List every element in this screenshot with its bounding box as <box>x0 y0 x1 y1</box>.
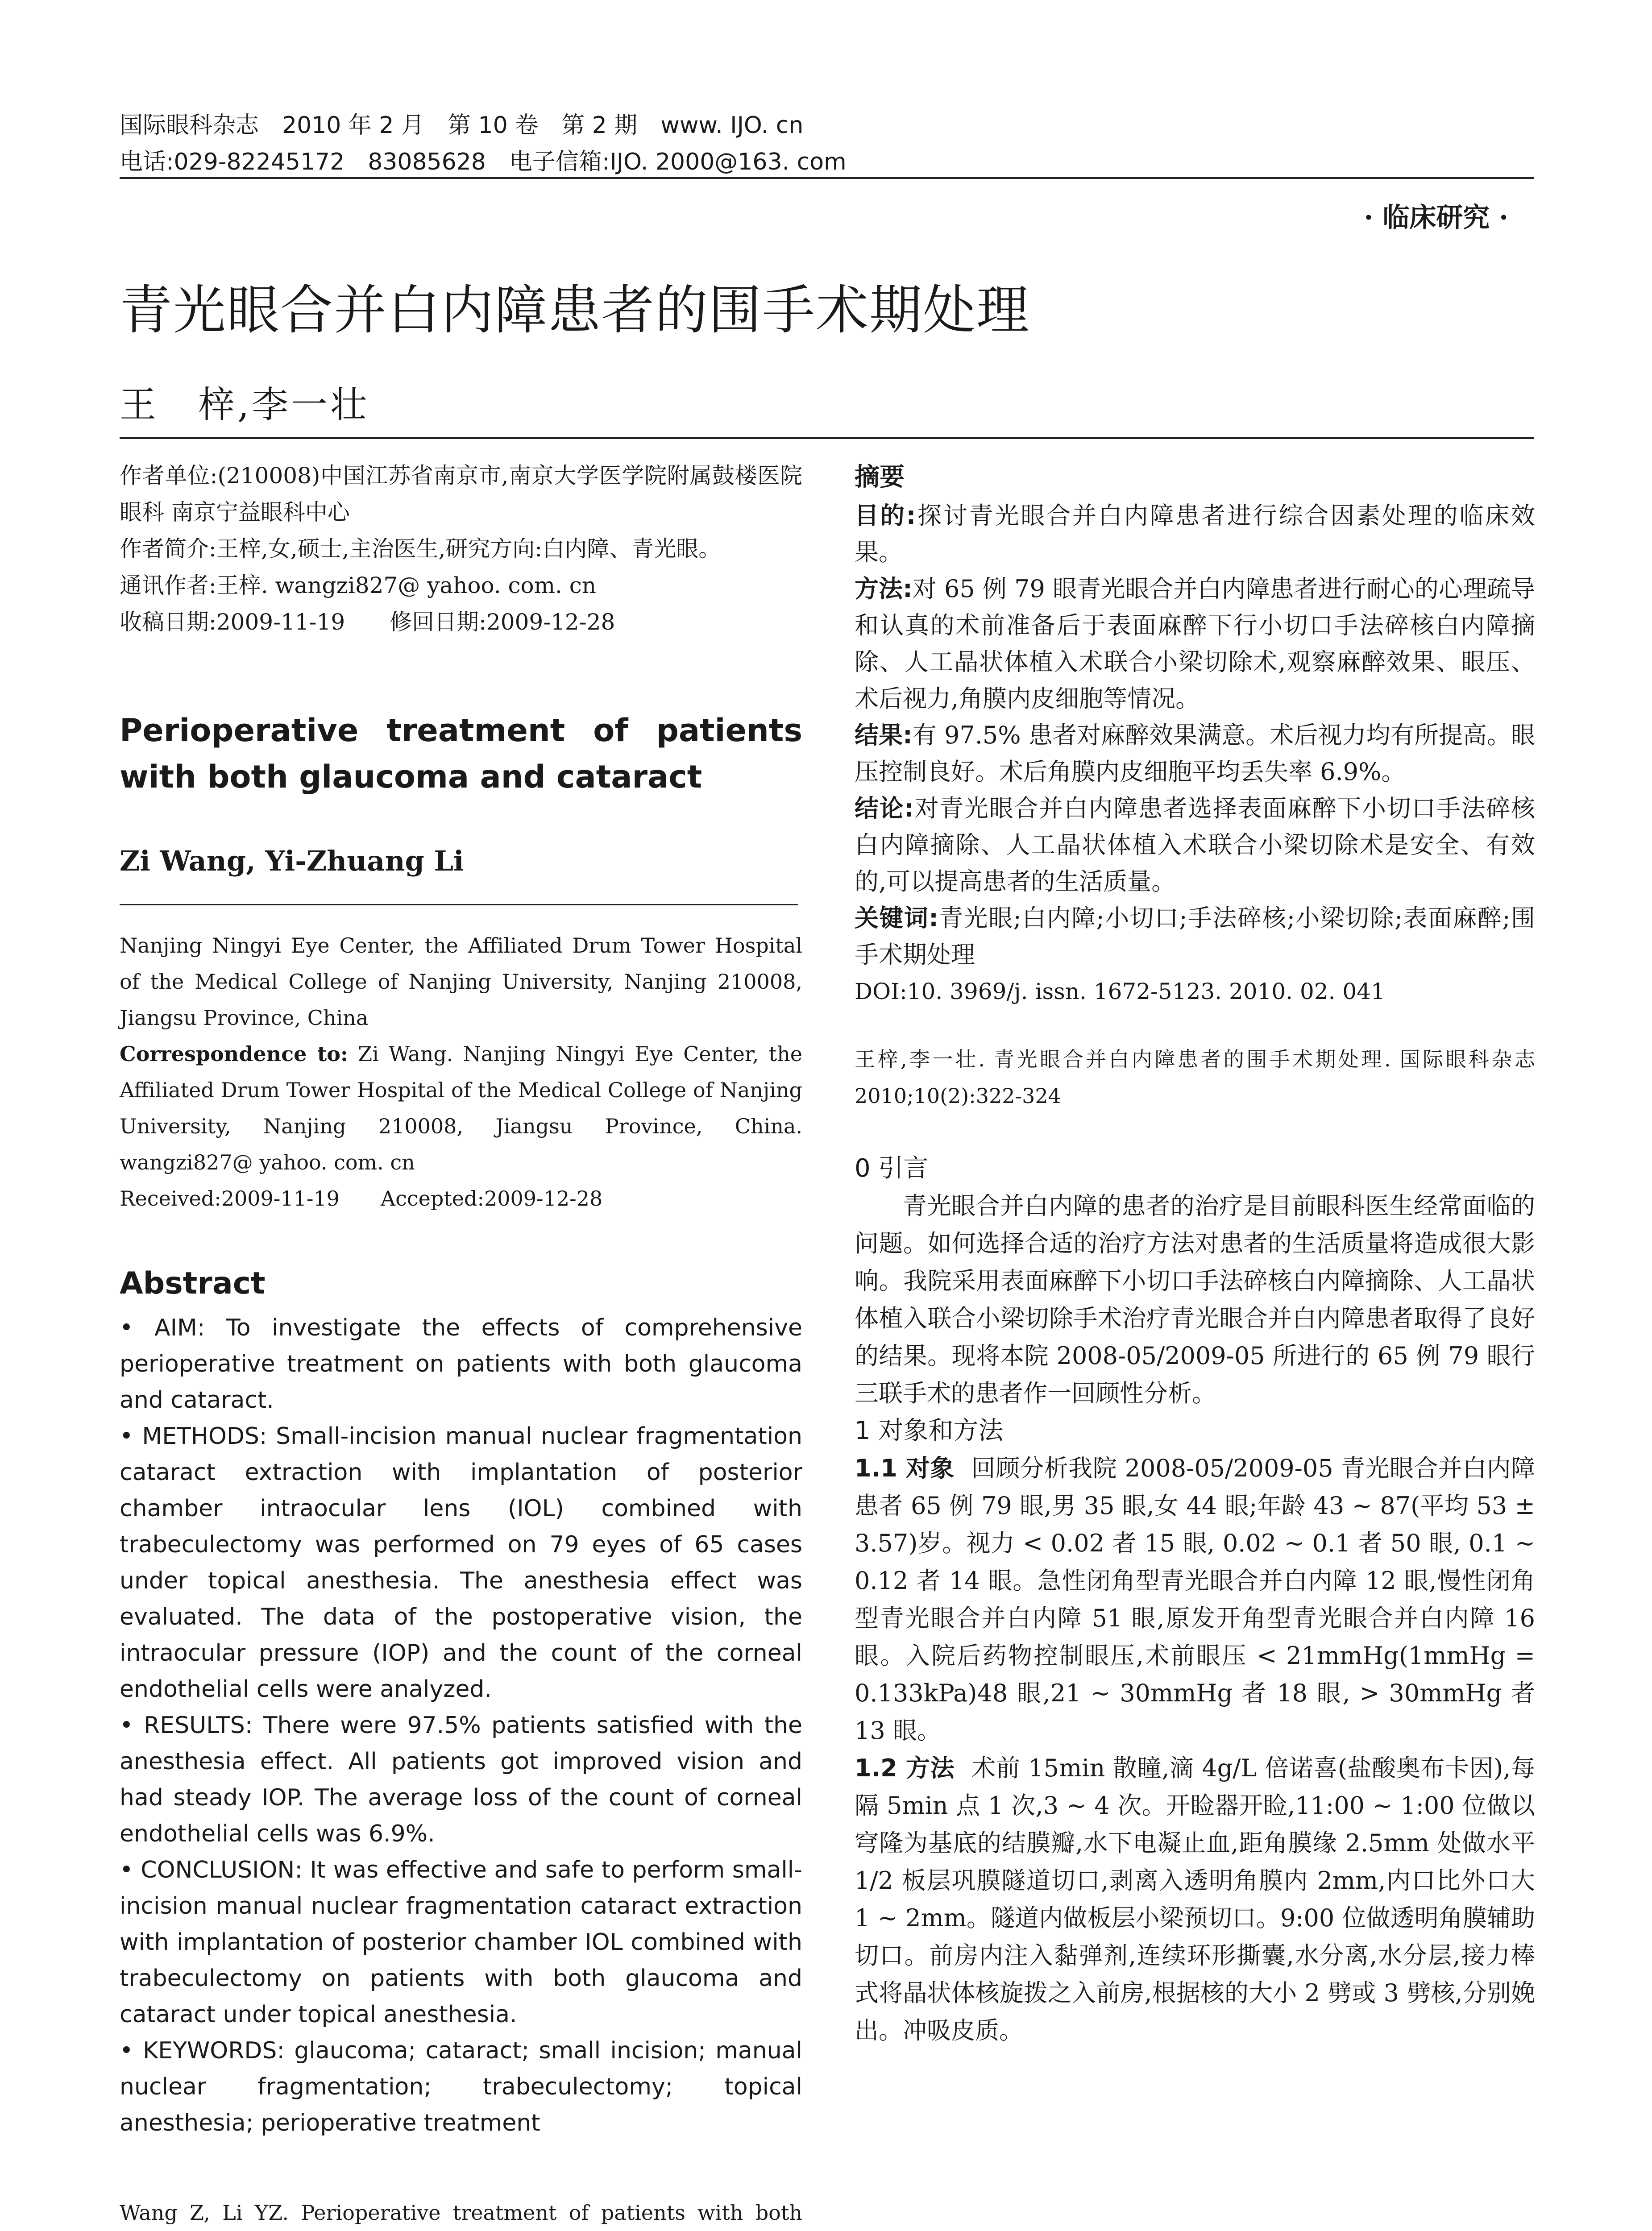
correspondence-en <box>120 1036 802 1181</box>
correspondence-en-label: Correspondence to: <box>120 1042 348 1066</box>
abstract-cn-aim-text: 探讨青光眼合并白内障患者进行综合因素处理的临床效果。 <box>855 502 1535 566</box>
authors-cn: 王 梓,李一壮 <box>120 384 370 426</box>
right-column <box>855 457 1535 2049</box>
abstract-cn-results-text: 有 97.5% 患者对麻醉效果满意。术后视力均有所提高。眼压控制良好。术后角膜内皮细胞平均丢失率 6.9%。 <box>855 721 1535 786</box>
abstract-cn-aim <box>855 498 1535 571</box>
journal-header-line2: 电话:029-82245172 83085628 电子信箱:IJO. 2000@163. com <box>120 149 847 175</box>
intro-heading: 0 引言 <box>855 1154 929 1183</box>
sub1-text: 回顾分析我院 2008-05/2009-05 青光眼合并白内障患者 65 例 79 眼,男 35 眼,女 44 眼;年龄 43 ~ 87(平均 53 ± 3.57)岁。视力 < 0.02 者 15 眼, 0.02 ~ 0.1 者 50 眼, 0.1 ~ 0.12 者 14 眼。急性闭角型青光眼合并白内障 12 眼,慢性闭角型青光眼合并白内障 51 眼,原发开角型青光眼合并白内障 16 眼。入院后药物控制眼压,术前眼压 < 21mmHg(1mmHg = 0.133kPa)48 眼,21 ~ 30mmHg 者 18 眼, > 30mmHg 者 13 眼。 <box>855 1454 1535 1745</box>
sub2-paragraph <box>855 1750 1535 2049</box>
sub1-label: 1.1 对象 <box>855 1454 955 1482</box>
affiliation-block-en <box>120 928 802 1217</box>
abstract-cn-keywords-text: 青光眼;白内障;小切口;手法碎核;小梁切除;表面麻醉;围手术期处理 <box>855 904 1535 969</box>
abstract-en-conclusion: • CONCLUSION: It was effective and safe to perform small-incision manual nuclear fragmentation cataract extraction with implantation of posterior chamber IOL combined with trabeculectomy on patients with both glaucoma and cataract under topical anesthesia. <box>120 1857 802 2028</box>
authors-en-rule <box>120 904 798 905</box>
abstract-cn-doi: DOI:10. 3969/j. issn. 1672-5123. 2010. 02. 041 <box>855 979 1385 1004</box>
header-rule <box>120 177 1534 179</box>
abstract-cn-results <box>855 717 1535 790</box>
title-rule <box>120 437 1534 439</box>
dates-cn: 收稿日期:2009-11-19 修回日期:2009-12-28 <box>120 609 615 635</box>
abstract-cn-keywords-label: 关键词: <box>855 904 938 932</box>
author-info-cn <box>120 457 802 640</box>
received-en: Received:2009-11-19 Accepted:2009-12-28 <box>120 1186 603 1211</box>
abstract-cn-methods <box>855 571 1535 717</box>
intro-text: 青光眼合并白内障的患者的治疗是目前眼科医生经常面临的问题。如何选择合适的治疗方法对患者的生活质量将造成很大影响。我院采用表面麻醉下小切口手法碎核白内障摘除、人工晶状体植入联合小梁切除手术治疗青光眼合并白内障患者取得了良好的结果。现将本院 2008-05/2009-05 所进行的 65 例 79 眼行三联手术的患者作一回顾性分析。 <box>855 1192 1535 1407</box>
abstract-en-heading: Abstract <box>120 1266 266 1301</box>
abstract-cn-aim-label: 目的: <box>855 502 916 530</box>
sub1-paragraph <box>855 1450 1535 1750</box>
left-column <box>120 457 802 2231</box>
abstract-cn-heading: 摘要 <box>855 463 905 492</box>
authors-en: Zi Wang, Yi-Zhuang Li <box>120 845 464 877</box>
affiliation-en: Nanjing Ningyi Eye Center, the Affiliated Drum Tower Hospital of the Medical College of Nanjing University, Nanjing 210008, Jiangsu Province, China <box>120 933 802 1030</box>
section-tag: · 临床研究 · <box>1364 202 1508 233</box>
abstract-cn-conclusion-label: 结论: <box>855 794 914 822</box>
abstract-cn-body <box>855 498 1535 1010</box>
abstract-cn-conclusion-text: 对青光眼合并白内障患者选择表面麻醉下小切口手法碎核白内障摘除、人工晶状体植入术联合小梁切除术是安全、有效的,可以提高患者的生活质量。 <box>855 794 1535 896</box>
abstract-cn-methods-label: 方法: <box>855 575 913 603</box>
abstract-cn-methods-text: 对 65 例 79 眼青光眼合并白内障患者进行耐心的心理疏导和认真的术前准备后于表面麻醉下行小切口手法碎核白内障摘除、人工晶状体植入术联合小梁切除术,观察麻醉效果、眼压、术后视力,角膜内皮细胞等情况。 <box>855 575 1535 713</box>
abstract-en-results: • RESULTS: There were 97.5% patients satisfied with the anesthesia effect. All patients got improved vision and had steady IOP. The average loss of the count of corneal endothelial cells was 6.9%. <box>120 1712 802 1847</box>
title-en: Perioperative treatment of patients with both glaucoma and cataract <box>120 712 802 795</box>
abstract-en-aim: • AIM: To investigate the effects of comprehensive perioperative treatment on patients with both glaucoma and cataract. <box>120 1315 802 1414</box>
abstract-cn-keywords <box>855 900 1535 973</box>
affiliation-cn: 作者单位:(210008)中国江苏省南京市,南京大学医学院附属鼓楼医院眼科 南京宁益眼科中心 <box>120 463 802 525</box>
sub2-label: 1.2 方法 <box>855 1754 955 1782</box>
abstract-en-methods: • METHODS: Small-incision manual nuclear fragmentation cataract extraction with implantation of posterior chamber intraocular lens (IOL) combined with trabeculectomy was performed on 79 eyes of 65 cases under topical anesthesia. The anesthesia effect was evaluated. The data of the postoperative vision, the intraocular pressure (IOP) and the count of the corneal endothelial cells were analyzed. <box>120 1423 802 1703</box>
abstract-cn-conclusion <box>855 790 1535 900</box>
sub2-text: 术前 15min 散瞳,滴 4g/L 倍诺喜(盐酸奥布卡因),每隔 5min 点 1 次,3 ~ 4 次。开睑器开睑,11:00 ~ 1:00 位做以穹隆为基底的结膜瓣,水下电凝止血,距角膜缘 2.5mm 处做水平 1/2 板层巩膜隧道切口,剥离入透明角膜内 2mm,内口比外口大 1 ~ 2mm。隧道内做板层小梁预切口。9:00 位做透明角膜辅助切口。前房内注入黏弹剂,连续环形撕囊,水分离,水分层,接力棒式将晶状体核旋拨之入前房,根据核的大小 2 劈或 3 劈核,分别娩出。冲吸皮质。 <box>855 1754 1535 2044</box>
bio-cn: 作者简介:王梓,女,硕士,主治医生,研究方向:白内障、青光眼。 <box>120 536 721 562</box>
citation-en <box>120 2195 802 2231</box>
abstract-cn-results-label: 结果: <box>855 721 913 749</box>
methods-heading: 1 对象和方法 <box>855 1416 1004 1445</box>
citation-en-prefix: Wang Z, Li YZ. Perioperative treatment of patients with both <box>120 2201 802 2225</box>
abstract-en-body <box>120 1310 802 2141</box>
abstract-en-keywords: • KEYWORDS: glaucoma; cataract; small incision; manual nuclear fragmentation; trabeculectomy; topical anesthesia; perioperative treatment <box>120 2037 802 2136</box>
correspondence-en-text: Zi Wang. Nanjing Ningyi Eye Center, the Affiliated Drum Tower Hospital of the Medical College of Nanjing University, Nanjing 210008, Jiangsu Province, China. wangzi827@ yahoo. com. cn <box>120 1042 802 1174</box>
correspondence-cn: 通讯作者:王梓. wangzi827@ yahoo. com. cn <box>120 572 596 598</box>
citation-cn: 王梓,李一壮. 青光眼合并白内障患者的围手术期处理. 国际眼科杂志 2010;10(2):322-324 <box>855 1047 1535 1108</box>
journal-header-line1: 国际眼科杂志 2010 年 2 月 第 10 卷 第 2 期 www. IJO. cn <box>120 112 804 139</box>
page-title-cn: 青光眼合并白内障患者的围手术期处理 <box>120 279 1030 341</box>
